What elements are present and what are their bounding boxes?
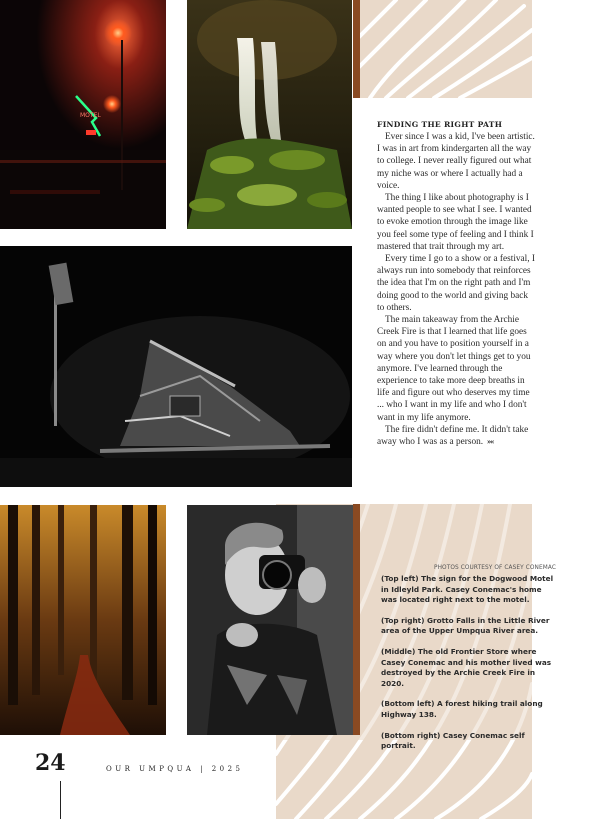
article-paragraph-last [377, 424, 535, 448]
photo-captions [381, 574, 559, 762]
footer-rule [60, 781, 61, 819]
caption-middle: (Middle) The old Frontier Store where Casey Conemac and his mother lived was destroyed by the Archie Creek Fire in 2020. [381, 646, 552, 688]
magazine-footer: OUR UMPQUA | 2025 [106, 765, 244, 773]
page-number: 24 [35, 750, 66, 776]
caption-bottom-left: (Bottom left) A forest hiking trail along Highway 138. [381, 699, 543, 719]
decorative-pattern-top [356, 0, 532, 98]
article-body [377, 119, 535, 448]
photo-burned-frontier-store [0, 246, 352, 487]
photo-forest-trail [0, 505, 166, 735]
article-paragraph: The main takeaway from the Archie Creek Fire is that I learned that life goes on and you have to position yourself in a way where you don't let things get to you anymore. I've learned through the experience to take more deep breaths in life and figure out who deserves my time ... who I want in my life and who I don't want in my life anymore. [377, 315, 531, 423]
article-paragraph: Every time I go to a show or a festival, I always run into somebody that reinforces the idea that I'm on the right path and I'm doing good to the world and giving back to others. [377, 254, 535, 313]
motel-sign-text: MOTEL [80, 112, 101, 119]
article-paragraph: The thing I like about photography is I wanted people to see what I see. I wanted to evoke emotion through the image like you feel some type of feeling and I think I mastered that trait through my art. [377, 193, 534, 252]
article-heading: FINDING THE RIGHT PATH [377, 120, 503, 129]
photo-credit: PHOTOS COURTESY OF CASEY CONEMAC [434, 565, 556, 571]
end-mark-icon: »« [487, 437, 494, 447]
photo-motel-sign [0, 0, 166, 229]
caption-top-left: (Top left) The sign for the Dogwood Motel in Idleyld Park. Casey Conemac's home was located right next to the motel. [381, 574, 554, 605]
article-paragraph-text: The fire didn't define me. It didn't take away who I was as a person. [377, 424, 529, 448]
accent-strip-top [353, 0, 360, 98]
photo-self-portrait [187, 505, 353, 735]
caption-top-right: (Top right) Grotto Falls in the Little River area of the Upper Umpqua River area. [381, 615, 550, 636]
photo-grotto-falls [187, 0, 352, 229]
caption-bottom-right: (Bottom right) Casey Conemac self portrait. [381, 730, 525, 751]
article-paragraph: Ever since I was a kid, I've been artistic. I was in art from kindergarten all the way to college. I never really figured out what my niche was or where I actually had a voice. [377, 132, 535, 191]
accent-strip-bottom [353, 504, 360, 735]
